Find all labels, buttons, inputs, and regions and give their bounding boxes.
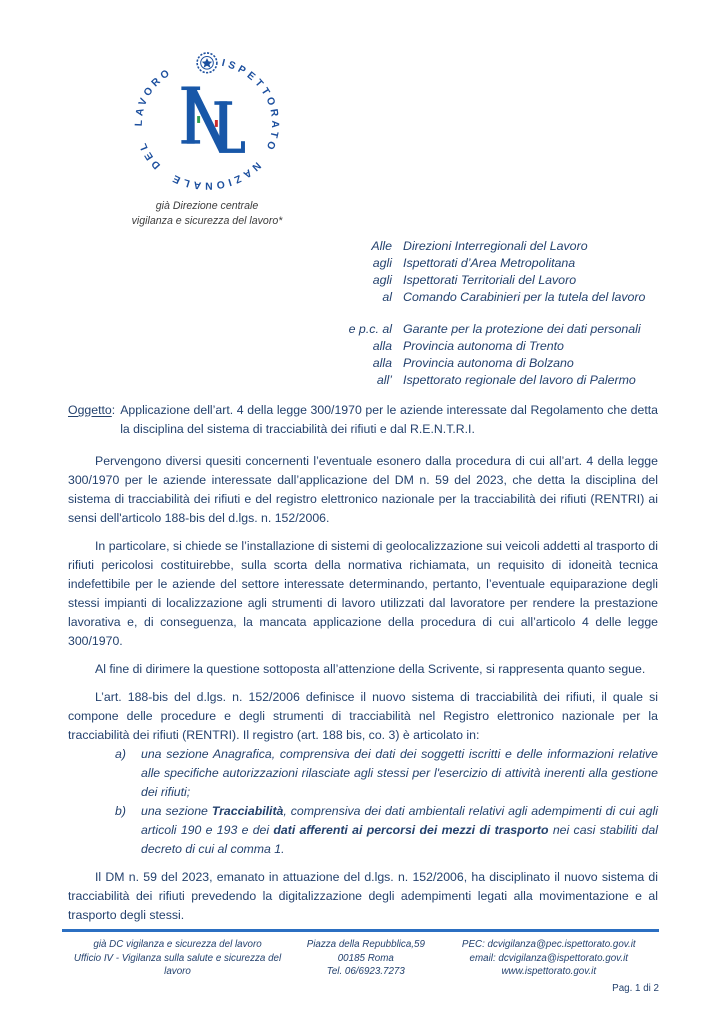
recipient-name: Ispettorati d’Area Metropolitana <box>403 256 576 270</box>
footer-website: www.ispettorato.gov.it <box>501 966 597 977</box>
list-text-segment: , comprensiva dei dati ambientali relativi agli adempimenti di cui agli articoli 190 e 193 e dei <box>141 804 658 837</box>
page-footer <box>62 929 659 994</box>
footer-email: email: dcvigilanza@ispettorato.gov.it <box>469 952 628 964</box>
list-item <box>115 745 658 802</box>
footer-columns <box>62 938 659 979</box>
recipient-name: Direzioni Interregionali del Lavoro <box>403 239 588 253</box>
list-item-text <box>141 745 658 802</box>
paragraph-4: L’art. 188-bis del d.lgs. n. 152/2006 definisce il nuovo sistema di tracciabilità dei rifiuti, il quale si compone delle procedure e degli strumenti di tracciabilità nel Registro elettronico nazionale per la tracciabilità dei rifiuti (RENTRI). Il registro (art. 188 bis, co. 3) è articolato in: <box>68 690 658 742</box>
recipient-row <box>328 238 662 255</box>
recipient-label: agli <box>372 256 392 270</box>
footer-contacts-column <box>439 938 659 979</box>
logo-ring-text: ISPETTORATO NAZIONALE DEL LAVORO <box>133 57 281 190</box>
recipient-row <box>328 338 662 355</box>
recipient-label: e p.c. al <box>348 322 392 336</box>
list-item-text <box>141 802 658 859</box>
recipients-block <box>328 238 662 389</box>
page-number: Pag. 1 di 2 <box>612 982 659 994</box>
emblem-icon <box>197 53 217 73</box>
paragraph-2: In particolare, si chiede se l’installazione di sistemi di geolocalizzazione sui veicoli addetti al trasporto di rifiuti pericolosi costituirebbe, sulla scorta della normativa richiamata, un requisito di idoneità tecnica indefettibile per le aziende del settore interessate determinando, pertanto, l’eventuale equiparazione degli stessi impianti di localizzazione agli strumenti di lavoro utilizzati dal lavoratore per rendere la prestazione lavorativa e, di conseguenza, la mancata applicazione della procedura di cui all’articolo 4 delle legge 300/1970. <box>68 539 658 648</box>
recipient-label: all’ <box>376 373 392 387</box>
recipient-row <box>328 372 662 389</box>
footer-pec: PEC: dcvigilanza@pec.ispettorato.gov.it <box>461 939 636 950</box>
recipient-name: Provincia autonoma di Trento <box>403 339 564 353</box>
footer-street: Piazza della Repubblica,59 <box>306 939 425 950</box>
recipient-label: alla <box>372 356 392 370</box>
inl-monogram-icon <box>181 86 245 152</box>
subject-label <box>68 401 115 439</box>
recipient-name: Provincia autonoma di Bolzano <box>403 356 574 370</box>
recipient-row <box>328 289 662 306</box>
recipient-label: alla <box>372 339 392 353</box>
recipient-row <box>328 272 662 289</box>
recipient-label: agli <box>372 273 392 287</box>
caption-line2: vigilanza e sicurezza del lavoro* <box>131 214 283 227</box>
subject-label-underlined: Oggetto <box>68 403 112 417</box>
inl-logo <box>123 50 291 190</box>
list-marker: a) <box>115 747 126 761</box>
subject-line <box>68 401 658 439</box>
flag-red-accent <box>215 120 218 127</box>
list-item <box>115 802 658 859</box>
recipient-row <box>328 321 662 338</box>
recipient-name: Ispettorati Territoriali del Lavoro <box>403 273 577 287</box>
recipient-label: Alle <box>371 239 392 253</box>
list-text-segment: nei casi stabiliti dal decreto di cui al comma 1. <box>141 823 658 856</box>
recipient-row <box>328 355 662 372</box>
subject-text: Applicazione dell’art. 4 della legge 300/1970 per le aziende interessate dal Regolamento che detta la disciplina del sistema di tracciabilità dei rifiuti e dal R.E.N.T.R.I. <box>120 403 658 436</box>
footer-city: 00185 Roma <box>337 952 394 964</box>
flag-green-accent <box>197 116 200 123</box>
recipient-name: Garante per la protezione dei dati personali <box>403 322 641 336</box>
recipient-name: Ispettorato regionale del lavoro di Palermo <box>403 373 636 387</box>
paragraph-3: Al fine di dirimere la questione sottoposta all’attenzione della Scrivente, si rappresenta quanto segue. <box>95 662 646 676</box>
list-text-segment-bold: Tracciabilità <box>211 804 284 818</box>
footer-office-line2: Ufficio IV - Vigilanza sulla salute e sicurezza del lavoro <box>73 952 282 977</box>
footer-office-line1: già DC vigilanza e sicurezza del lavoro <box>93 939 262 950</box>
caption-line1: già Direzione centrale <box>155 200 259 212</box>
recipient-label: al <box>382 290 392 304</box>
list-text-segment: una sezione Anagrafica, comprensiva dei dati dei soggetti iscritti e delle informazioni relative alle specifiche autorizzazioni rilasciate agli stessi per l'esercizio di attività inerenti alla gestione dei rifiuti; <box>141 747 658 799</box>
letterhead-caption <box>123 199 291 228</box>
inl-letterhead <box>123 50 291 228</box>
recipient-group-gap <box>328 306 662 321</box>
list-text-segment-bold: dati afferenti ai percorsi dei mezzi di trasporto <box>273 823 549 837</box>
footer-office-column <box>62 938 293 979</box>
footer-phone: Tel. 06/6923.7273 <box>326 966 405 977</box>
rentri-sections-list <box>68 745 658 859</box>
subject-separator: : <box>111 403 116 417</box>
letter-body <box>68 401 658 934</box>
list-text-segment: una sezione <box>141 804 212 818</box>
paragraph-5: Il DM n. 59 del 2023, emanato in attuazione del d.lgs. n. 152/2006, ha disciplinato il nuovo sistema di tracciabilità dei rifiuti prevedendo la digitalizzazione degli adempimenti legati alla movimentazione e al trasporto degli stessi. <box>68 870 658 922</box>
paragraph-1: Pervengono diversi quesiti concernenti l’eventuale esonero dalla procedura di cui all’art. 4 della legge 300/1970 per le aziende interessate dall’applicazione del DM n. 59 del 2023, che detta la disciplina del sistema di tracciabilità dei rifiuti e del registro elettronico nazionale per la tracciabilità dei rifiuti (RENTRI) ai sensi dell'articolo 188-bis del d.lgs. n. 152/2006. <box>68 454 658 525</box>
footer-address-column <box>293 938 439 979</box>
recipient-row <box>328 255 662 272</box>
recipient-name: Comando Carabinieri per la tutela del lavoro <box>403 290 646 304</box>
list-marker: b) <box>115 804 126 818</box>
